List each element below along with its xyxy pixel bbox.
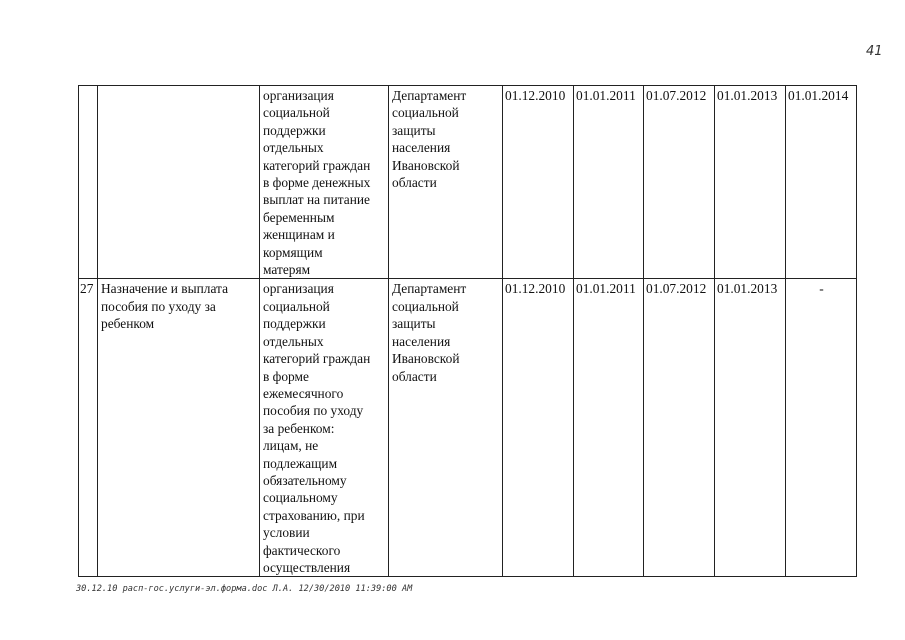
stage-2-date: 01.01.2011 [574, 279, 644, 577]
stage-3-date: 01.07.2012 [644, 86, 715, 279]
stage-5-date: 01.01.2014 [786, 86, 857, 279]
department-name: Департамент социальной защиты населения Ивановской области [392, 88, 467, 191]
service-description-cell [260, 86, 389, 279]
stage-3-date: 01.07.2012 [644, 279, 715, 577]
service-name: Назначение и выплата пособия по уходу за ребенком [101, 281, 229, 332]
department-name: Департамент социальной защиты населения Ивановской области [392, 281, 467, 384]
stage-4-date: 01.01.2013 [715, 86, 786, 279]
service-description: организация социальной поддержки отдельных категорий граждан в форме ежемесячного пособия по уходу за ребенком: лицам, не подлежащим обязательному социальному страхованию, при условии фактического осуществления [263, 281, 371, 575]
stage-1-date: 01.12.2010 [503, 86, 574, 279]
service-description-cell [260, 279, 389, 577]
page-number: 41 [866, 44, 883, 59]
services-table [78, 85, 857, 577]
service-description: организация социальной поддержки отдельных категорий граждан в форме денежных выплат на питание беременным женщинам и кормящим матерям [263, 88, 371, 278]
stage-5-date: - [786, 279, 857, 577]
department-cell [389, 86, 503, 279]
row-number-cell [79, 279, 98, 577]
table-row [79, 86, 857, 279]
row-number-cell [79, 86, 98, 279]
service-name-cell [98, 86, 260, 279]
stage-4-date: 01.01.2013 [715, 279, 786, 577]
department-cell [389, 279, 503, 577]
stage-1-date: 01.12.2010 [503, 279, 574, 577]
table-row [79, 279, 857, 577]
service-name-cell [98, 279, 260, 577]
document-footer: 30.12.10 расп-гос.услуги-эл.форма.doc Л.А. 12/30/2010 11:39:00 AM [76, 584, 413, 594]
stage-2-date: 01.01.2011 [574, 86, 644, 279]
row-number: 27 [80, 281, 94, 297]
